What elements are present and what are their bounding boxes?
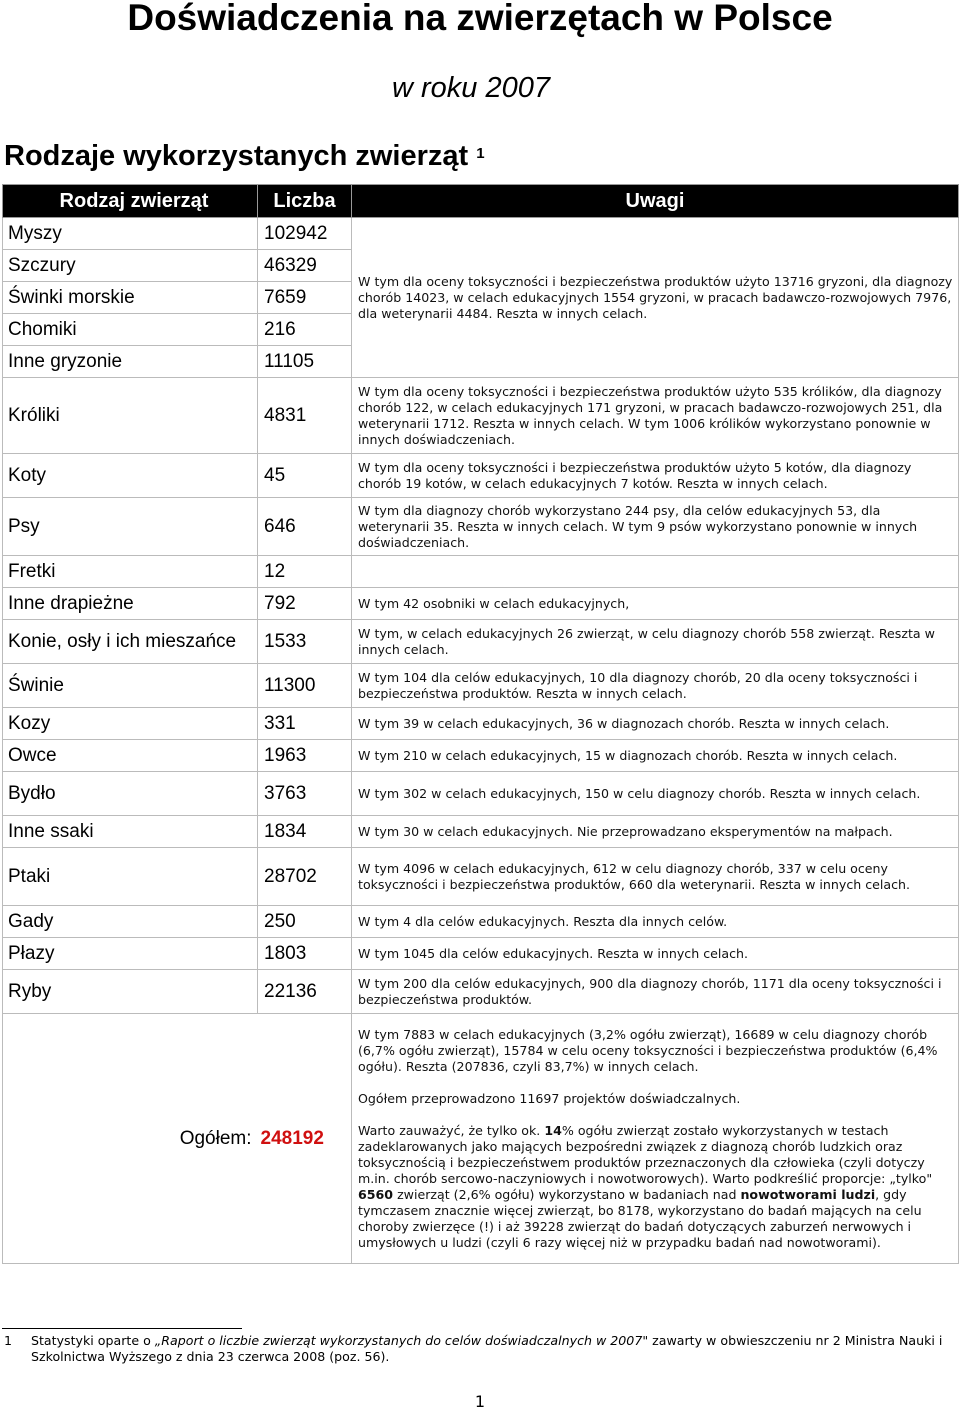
table-row: [3, 740, 959, 772]
animal-name: Inne gryzonie: [3, 346, 258, 378]
summary-paragraph: [358, 1123, 954, 1251]
animal-count: 1963: [258, 740, 352, 772]
footnote: [4, 1333, 944, 1365]
summary-notes: [352, 1014, 959, 1264]
animal-name: Świnie: [3, 664, 258, 708]
animal-name: Inne drapieżne: [3, 588, 258, 620]
animal-name: Owce: [3, 740, 258, 772]
total-value: 248192: [258, 1014, 352, 1264]
animal-count: 3763: [258, 772, 352, 816]
header-count: Liczba: [258, 185, 352, 218]
page-title: Doświadczenia na zwierzętach w Polsce: [127, 0, 833, 38]
note-rabbits: W tym dla oceny toksyczności i bezpieczeństwa produktów użyto 535 królików, dla diagnozy chorób 122, w celach edukacyjnych 171 gryzoni, w pracach badawczo-rozwojowych 251, dla weterynarii 1712. Reszta w innych celach. W tym 1006 królików wykorzystano ponownie w innych doświadczeniach.: [352, 378, 959, 454]
animal-count: 331: [258, 708, 352, 740]
animal-count: 1533: [258, 620, 352, 664]
summary-highlight: 6560: [358, 1187, 394, 1202]
table-row: [3, 708, 959, 740]
table-row: [3, 816, 959, 848]
note-dogs: W tym dla diagnozy chorób wykorzystano 244 psy, dla celów edukacyjnych 53, dla weterynarii 35. Reszta w innych celach. W tym 9 psów wykorzystano ponownie w innych doświadczeniach.: [352, 498, 959, 556]
animal-name: Króliki: [3, 378, 258, 454]
table-row: [3, 772, 959, 816]
total-label: Ogółem:: [3, 1014, 258, 1264]
animal-count: 12: [258, 556, 352, 588]
summary-paragraph: W tym 7883 w celach edukacyjnych (3,2% ogółu zwierząt), 16689 w celu diagnozy chorób (6,7% ogółu zwierząt), 15784 w celu oceny toksyczności i bezpieczeństwa produktów (6,4% ogółu). Reszta (207836, czyli 83,7%) w innych celach.: [358, 1027, 938, 1074]
table-row: [3, 588, 959, 620]
note-carnivores: W tym 42 osobniki w celach edukacyjnych,: [352, 588, 959, 620]
animal-count: 11300: [258, 664, 352, 708]
note-birds: W tym 4096 w celach edukacyjnych, 612 w celu diagnozy chorób, 337 w celu oceny toksyczności i bezpieczeństwa produktów, 660 dla weterynarii. Reszta w innych celach.: [352, 848, 959, 906]
summary-text: Warto zauważyć, że tylko ok.: [358, 1123, 545, 1138]
table-row: [3, 378, 959, 454]
footnote-report-title: „Raport o liczbie zwierząt wykorzystanych do celów doświadczalnych w 2007": [154, 1333, 649, 1348]
animal-count: 4831: [258, 378, 352, 454]
table-row: [3, 848, 959, 906]
animal-count: 7659: [258, 282, 352, 314]
animal-count: 28702: [258, 848, 352, 906]
animal-name: Ryby: [3, 970, 258, 1014]
summary-text: , gdy tymczasem znacznie więcej zwierząt, bo 8178, wykorzystano do badań mających na celu choroby zwierzęce (!) i aż 39228 zwierząt do badań dotyczących zaburzeń nerwowych i umysłowych u ludzi (czyli 6 razy więcej niż w przypadku badań nad nowotworami).: [358, 1187, 922, 1250]
table-header-row: [3, 185, 959, 218]
animal-count: 1803: [258, 938, 352, 970]
animal-name: Fretki: [3, 556, 258, 588]
note-cattle: W tym 302 w celach edukacyjnych, 150 w celu diagnozy chorób. Reszta w innych celach.: [352, 772, 959, 816]
animal-name: Inne ssaki: [3, 816, 258, 848]
note-amphibians: W tym 1045 dla celów edukacyjnych. Reszta w innych celach.: [352, 938, 959, 970]
animal-name: Świnki morskie: [3, 282, 258, 314]
footnote-reference: 1: [476, 145, 485, 162]
footnote-divider: [2, 1328, 242, 1329]
table-row: [3, 970, 959, 1014]
section-heading: [4, 138, 485, 174]
page-subtitle: w roku 2007: [392, 72, 550, 104]
note-horses: W tym, w celach edukacyjnych 26 zwierząt, w celu diagnozy chorób 558 zwierząt. Reszta w innych celach.: [352, 620, 959, 664]
animal-name: Myszy: [3, 218, 258, 250]
animal-count: 22136: [258, 970, 352, 1014]
animal-count: 102942: [258, 218, 352, 250]
animal-count: 216: [258, 314, 352, 346]
note-sheep: W tym 210 w celach edukacyjnych, 15 w diagnozach chorób. Reszta w innych celach.: [352, 740, 959, 772]
summary-paragraph: Ogółem przeprowadzono 11697 projektów doświadczalnych.: [358, 1091, 741, 1106]
table-row: [3, 664, 959, 708]
animal-name: Konie, osły i ich mieszańce: [3, 620, 258, 664]
animal-count: 46329: [258, 250, 352, 282]
table-row: [3, 906, 959, 938]
animal-count: 1834: [258, 816, 352, 848]
table-row: [3, 556, 959, 588]
animal-name: Psy: [3, 498, 258, 556]
header-animal: Rodzaj zwierząt: [3, 185, 258, 218]
footnote-text: [31, 1333, 944, 1365]
summary-text: % ogółu zwierząt zostało wykorzystanych w testach zadeklarowanych jako mających bezpośredni związek z diagnozą chorób ludzkich oraz toksycznością i bezpieczeństwem produktów przeznaczonych dla człowieka (czyli dotyczy m.in. chorób sercowo-naczyniowych i nowotworowych). Warto podkreślić proporcje: „tylko": [358, 1123, 933, 1186]
animal-name: Szczury: [3, 250, 258, 282]
animal-usage-table: [2, 184, 959, 1264]
header-notes: Uwagi: [352, 185, 959, 218]
table-row: [3, 454, 959, 498]
animal-count: 250: [258, 906, 352, 938]
page-number: 1: [474, 1392, 486, 1411]
table-summary-row: [3, 1014, 959, 1264]
table-row: [3, 938, 959, 970]
footnote-text-part: zawarty w obwieszczeniu nr 2 Ministra Nauki i Szkolnictwa Wyższego z dnia 23 czerwca 2008 (poz. 56).: [31, 1333, 943, 1364]
animal-name: Koty: [3, 454, 258, 498]
animal-name: Płazy: [3, 938, 258, 970]
animal-name: Kozy: [3, 708, 258, 740]
table-row: [3, 620, 959, 664]
animal-count: 792: [258, 588, 352, 620]
note-fish: W tym 200 dla celów edukacyjnych, 900 dla diagnozy chorób, 1171 dla oceny toksyczności i bezpieczeństwa produktów.: [352, 970, 959, 1014]
animal-name: Chomiki: [3, 314, 258, 346]
footnote-text-part: Statystyki oparte o: [31, 1333, 155, 1348]
note-pigs: W tym 104 dla celów edukacyjnych, 10 dla diagnozy chorób, 20 dla oceny toksyczności i bezpieczeństwa produktów. Reszta w innych celach.: [352, 664, 959, 708]
note-reptiles: W tym 4 dla celów edukacyjnych. Reszta dla innych celów.: [352, 906, 959, 938]
note-empty: [352, 556, 959, 588]
note-cats: W tym dla oceny toksyczności i bezpieczeństwa produktów użyto 5 kotów, dla diagnozy chorób 19 kotów, w celach edukacyjnych 7 kotów. Reszta w innych celach.: [352, 454, 959, 498]
animal-name: Gady: [3, 906, 258, 938]
note-goats: W tym 39 w celach edukacyjnych, 36 w diagnozach chorób. Reszta w innych celach.: [352, 708, 959, 740]
summary-text: zwierząt (2,6% ogółu) wykorzystano w badaniach nad: [393, 1187, 741, 1202]
animal-count: 45: [258, 454, 352, 498]
summary-highlight: nowotworami ludzi: [740, 1187, 876, 1202]
section-heading-text: Rodzaje wykorzystanych zwierząt: [4, 140, 469, 172]
animal-count: 11105: [258, 346, 352, 378]
footnote-mark: 1: [4, 1333, 13, 1348]
note-other-mammals: W tym 30 w celach edukacyjnych. Nie przeprowadzano eksperymentów na małpach.: [352, 816, 959, 848]
animal-name: Bydło: [3, 772, 258, 816]
table-row: [3, 218, 959, 250]
table-row: [3, 498, 959, 556]
animal-name: Ptaki: [3, 848, 258, 906]
animal-count: 646: [258, 498, 352, 556]
note-rodents: W tym dla oceny toksyczności i bezpieczeństwa produktów użyto 13716 gryzoni, dla diagnozy chorób 14023, w celach edukacyjnych 1554 gryzoni, w pracach badawczo-rozwojowych 7976, dla weterynarii 4484. Reszta w innych celach.: [352, 218, 959, 378]
summary-highlight: 14: [544, 1123, 562, 1138]
